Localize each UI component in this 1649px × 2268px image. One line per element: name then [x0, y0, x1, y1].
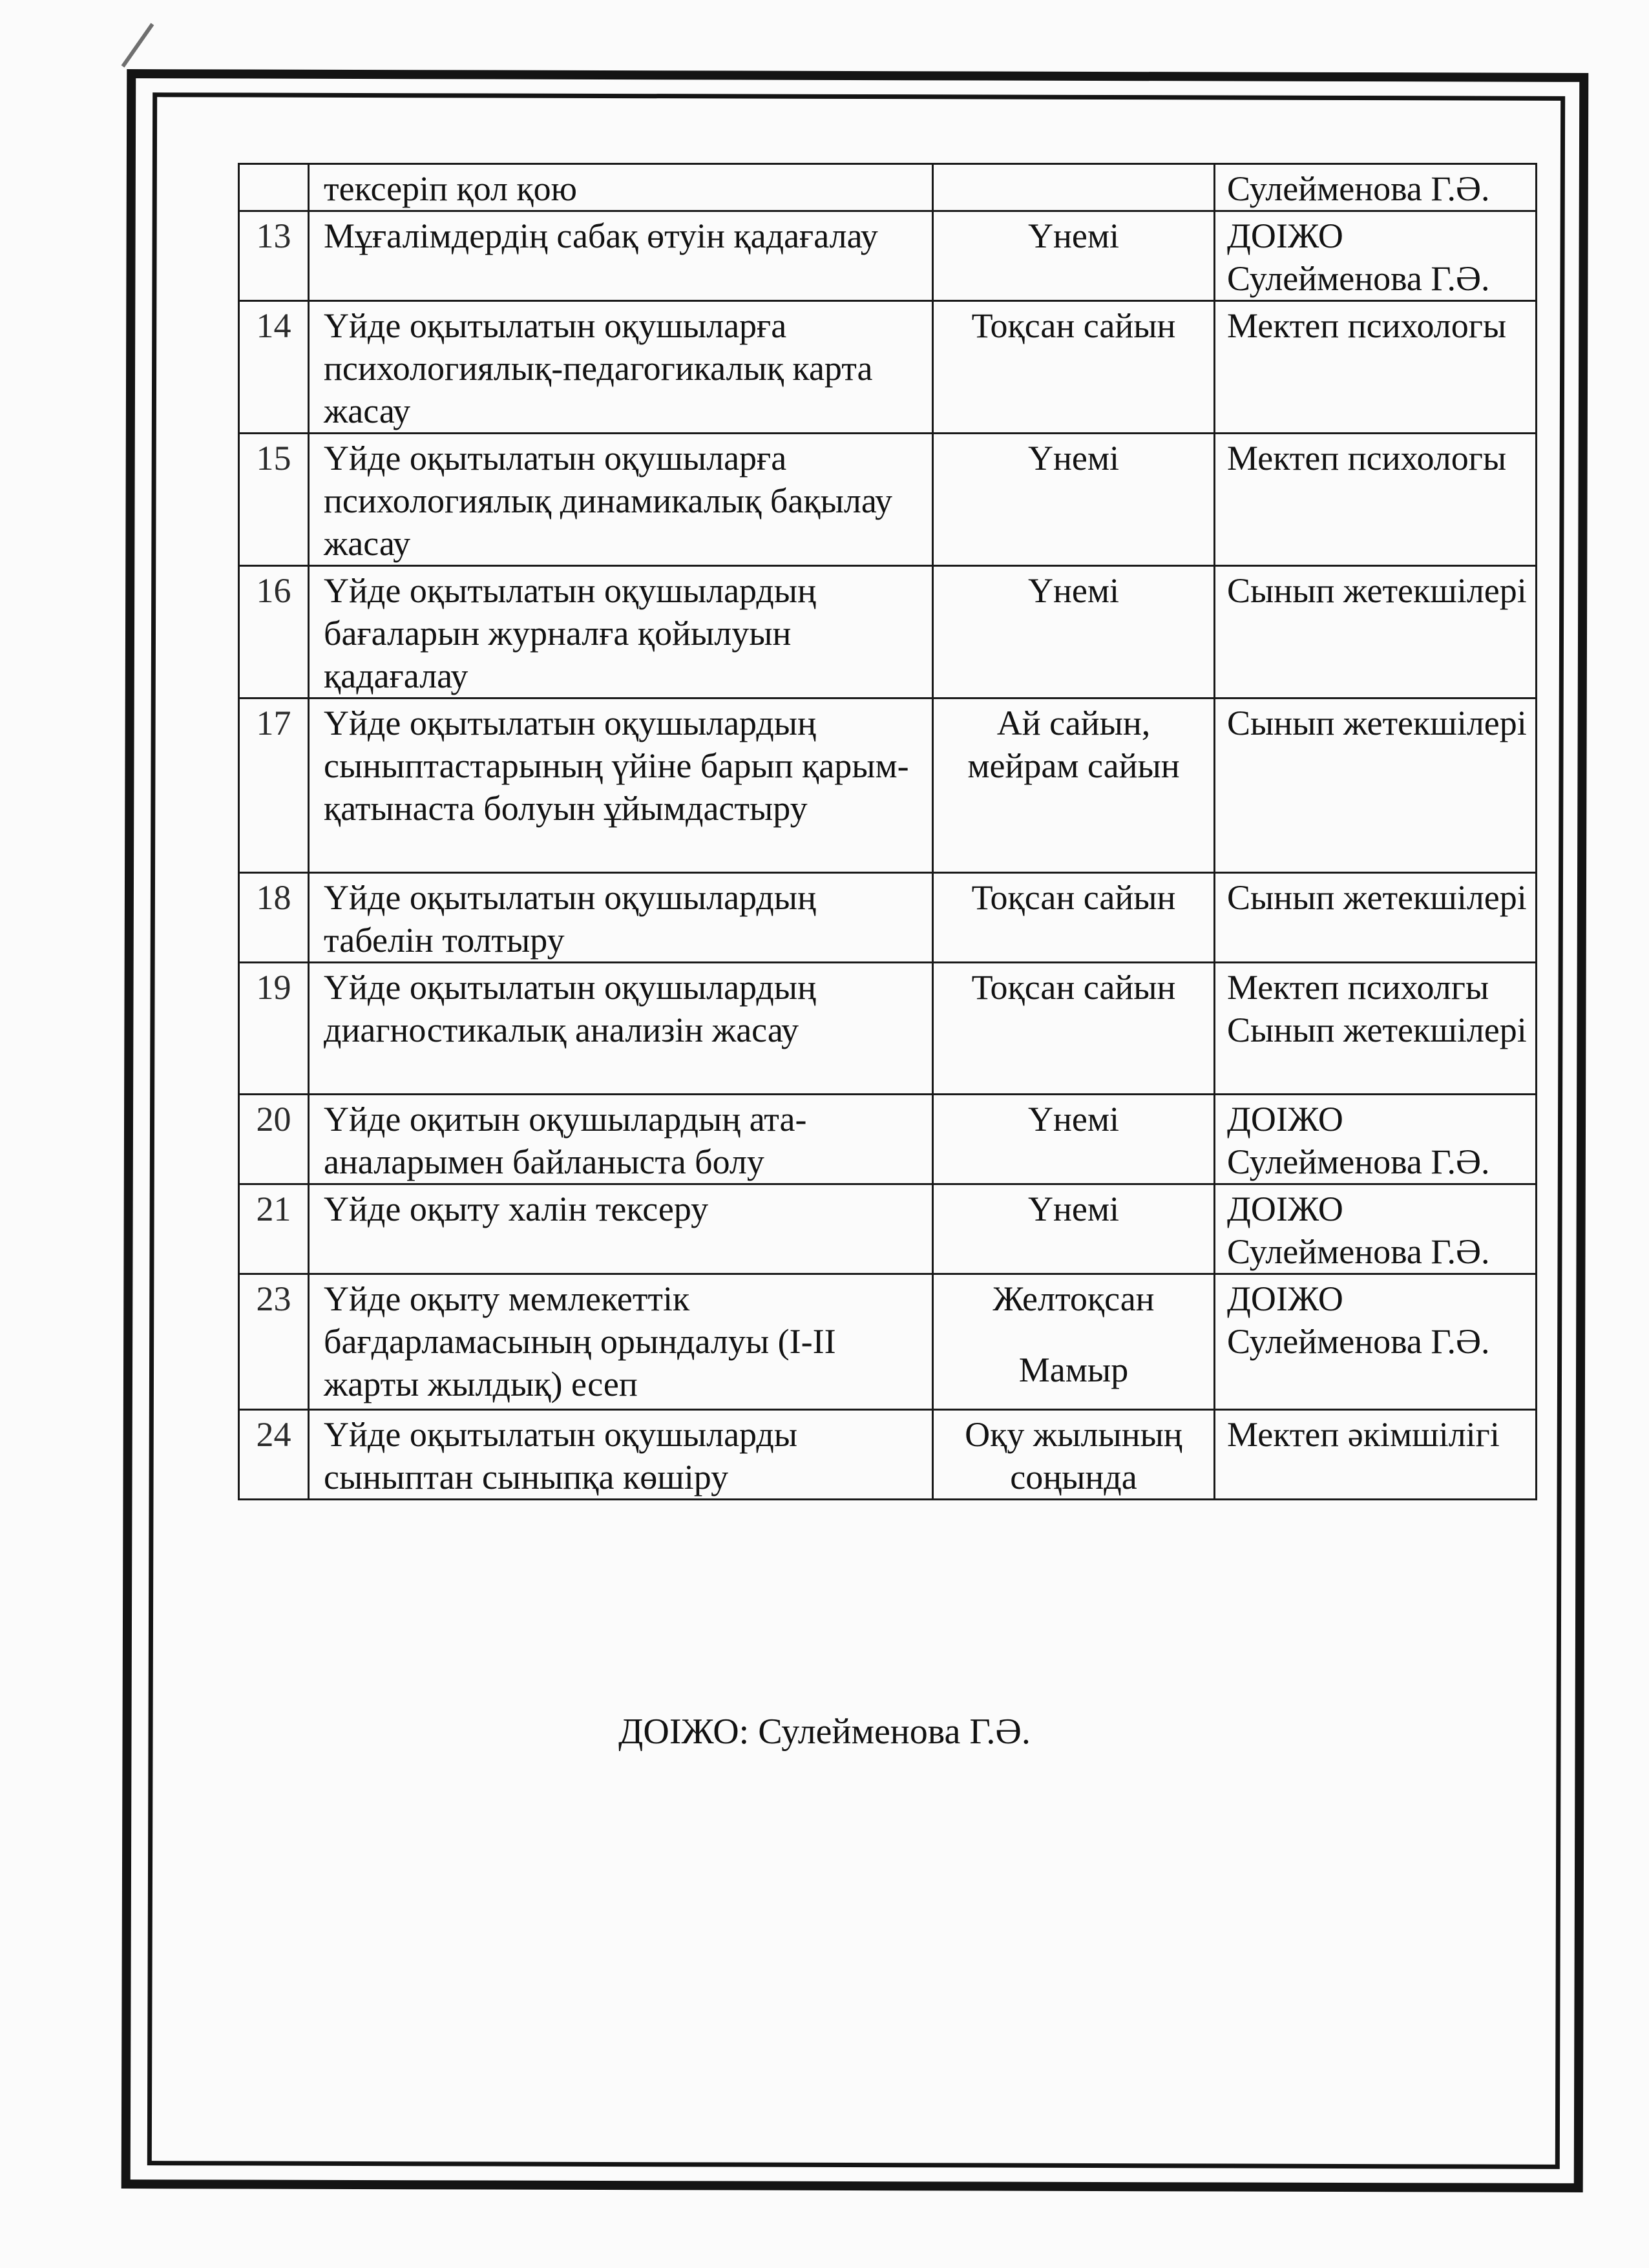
plan-table — [238, 163, 1537, 1500]
frequency-cell: Ай сайын, мейрам сайын — [933, 698, 1215, 873]
task-cell: Мұғалімдердің сабақ өтуін қадағалау — [309, 211, 933, 301]
responsible-cell: ДОІЖО Сулейменова Г.Ә. — [1215, 1184, 1537, 1274]
row-number: 17 — [239, 698, 309, 873]
scan-mark — [121, 23, 154, 68]
table-row — [239, 301, 1537, 434]
task-cell: Үйде оқытылатын оқушыларға психологиялық динамикалық бақылау жасау — [309, 434, 933, 566]
frequency-cell: Тоқсан сайын — [933, 873, 1215, 963]
task-cell: Үйде оқытылатын оқушылардың табелін толтыру — [309, 873, 933, 963]
row-number: 15 — [239, 434, 309, 566]
row-number: 18 — [239, 873, 309, 963]
responsible-cell: Мектеп психолгы Сынып жетекшілері — [1215, 963, 1537, 1095]
row-number: 19 — [239, 963, 309, 1095]
frequency-cell: Тоқсан сайын — [933, 301, 1215, 434]
row-number: 21 — [239, 1184, 309, 1274]
table-row — [239, 566, 1537, 698]
table-row — [239, 434, 1537, 566]
responsible-cell: Мектеп психологы — [1215, 434, 1537, 566]
frequency-first: Желтоқсан — [993, 1279, 1155, 1318]
table-row — [239, 211, 1537, 301]
responsible-cell: Сынып жетекшілері — [1215, 698, 1537, 873]
row-number: 13 — [239, 211, 309, 301]
responsible-cell: Сынып жетекшілері — [1215, 566, 1537, 698]
task-cell: Үйде оқыту мемлекеттік бағдарламасының орындалуы (І-ІІ жарты жылдық) есеп — [309, 1274, 933, 1410]
responsible-cell: Мектеп әкімшілігі — [1215, 1410, 1537, 1500]
task-cell: Үйде оқытылатын оқушыларды сыныптан сыныпқа көшіру — [309, 1410, 933, 1500]
responsible-cell: Сынып жетекшілері — [1215, 873, 1537, 963]
frequency-cell — [933, 1274, 1215, 1410]
frequency-second: Мамыр — [1018, 1350, 1129, 1389]
responsible-cell: Мектеп психологы — [1215, 301, 1537, 434]
table-row — [239, 873, 1537, 963]
task-cell: Үйде оқытылатын оқушылардың бағаларын журналға қойылуын қадағалау — [309, 566, 933, 698]
responsible-cell: ДОІЖО Сулейменова Г.Ә. — [1215, 1274, 1537, 1410]
row-number: 20 — [239, 1095, 309, 1184]
table-row — [239, 1274, 1537, 1410]
task-cell: Үйде оқытылатын оқушыларға психологиялық-педагогикалық карта жасау — [309, 301, 933, 434]
task-cell: Үйде оқитын оқушылардың ата-аналарымен байланыста болу — [309, 1095, 933, 1184]
row-number: 24 — [239, 1410, 309, 1500]
frequency-cell: Тоқсан сайын — [933, 963, 1215, 1095]
frequency-cell: Үнемі — [933, 211, 1215, 301]
row-number: 16 — [239, 566, 309, 698]
table-row — [239, 164, 1537, 211]
responsible-cell: ДОІЖО Сулейменова Г.Ә. — [1215, 1095, 1537, 1184]
table-row — [239, 698, 1537, 873]
task-cell: Үйде оқытылатын оқушылардың сыныптастарының үйіне барып қарым-қатынаста болуын ұйымдастыру — [309, 698, 933, 873]
frequency-cell: Үнемі — [933, 434, 1215, 566]
task-cell: Үйде оқыту халін тексеру — [309, 1184, 933, 1274]
frequency-cell: Үнемі — [933, 1095, 1215, 1184]
frequency-cell — [933, 164, 1215, 211]
responsible-cell: Сулейменова Г.Ә. — [1215, 164, 1537, 211]
table-row — [239, 963, 1537, 1095]
row-number: 23 — [239, 1274, 309, 1410]
table-row — [239, 1184, 1537, 1274]
responsible-cell: ДОІЖО Сулейменова Г.Ә. — [1215, 211, 1537, 301]
task-cell: Үйде оқытылатын оқушылардың диагностикалық анализін жасау — [309, 963, 933, 1095]
row-number — [239, 164, 309, 211]
frequency-cell: Үнемі — [933, 1184, 1215, 1274]
frequency-cell: Оқу жылының соңында — [933, 1410, 1215, 1500]
table-row — [239, 1410, 1537, 1500]
table-row — [239, 1095, 1537, 1184]
frequency-cell: Үнемі — [933, 566, 1215, 698]
task-cell: тексеріп қол қою — [309, 164, 933, 211]
row-number: 14 — [239, 301, 309, 434]
signature-line: ДОІЖО: Сулейменова Г.Ә. — [618, 1712, 1031, 1752]
